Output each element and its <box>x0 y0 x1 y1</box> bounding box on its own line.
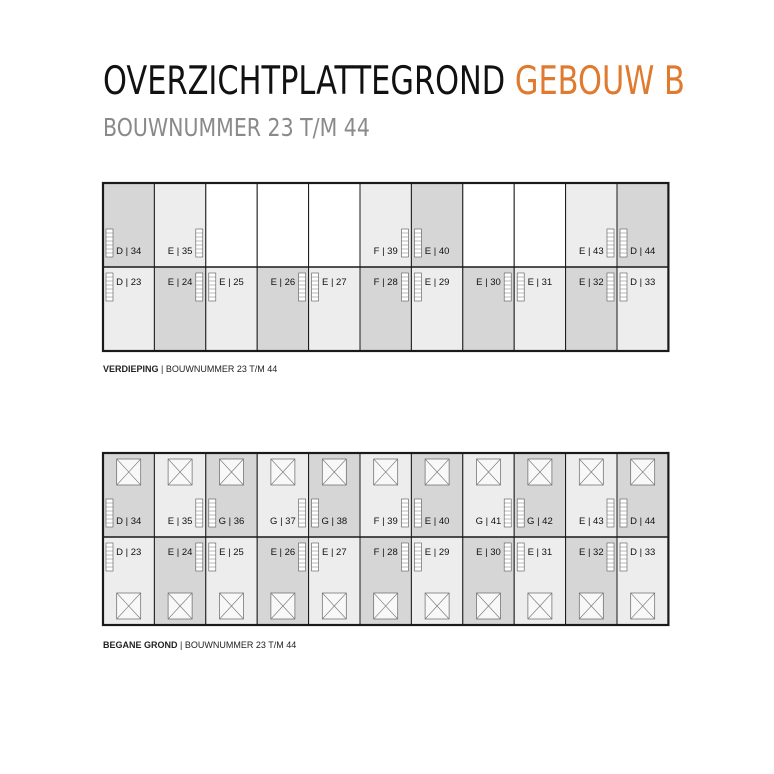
unit-label: D | 33 <box>630 547 656 558</box>
stair-icon <box>312 499 319 527</box>
unit-label: E | 30 <box>476 277 501 288</box>
storage-box-icon <box>374 593 398 619</box>
storage-box-icon <box>477 459 501 485</box>
unit-top-6[interactable] <box>411 453 462 537</box>
stair-icon <box>620 229 627 257</box>
caption-upper <box>103 364 277 374</box>
page-subtitle: BOUWNUMMER 23 T/M 44 <box>103 113 370 142</box>
unit-label: E | 26 <box>270 277 296 288</box>
stair-icon <box>312 543 319 571</box>
unit-label: E | 30 <box>476 547 501 558</box>
storage-box-icon <box>271 459 295 485</box>
unit-top-6[interactable] <box>411 183 462 267</box>
unit-label: E | 25 <box>219 277 244 288</box>
storage-box-icon <box>425 593 449 619</box>
stair-icon <box>196 229 203 257</box>
storage-box-icon <box>220 459 244 485</box>
unit-bottom-9[interactable] <box>566 537 617 625</box>
unit-fill <box>206 183 257 267</box>
unit-label: E | 29 <box>424 277 450 288</box>
caption-upper-rest: | BOUWNUMMER 23 T/M 44 <box>158 364 278 374</box>
stair-icon <box>607 543 614 571</box>
stair-icon <box>209 499 216 527</box>
storage-box-icon <box>477 593 501 619</box>
stair-icon <box>312 273 319 301</box>
unit-label: E | 35 <box>167 516 193 527</box>
unit-bottom-8[interactable] <box>514 537 565 625</box>
stair-icon <box>196 543 203 571</box>
unit-label: E | 40 <box>424 516 450 527</box>
stair-icon <box>517 499 524 527</box>
unit-bottom-2[interactable] <box>206 267 257 351</box>
unit-label: E | 31 <box>527 547 553 558</box>
stair-icon <box>106 273 113 301</box>
unit-label: G | 42 <box>527 516 553 527</box>
stair-icon <box>517 273 524 301</box>
stair-icon <box>106 543 113 571</box>
unit-label: E | 40 <box>424 246 450 257</box>
storage-box-icon <box>168 593 192 619</box>
unit-label: E | 29 <box>424 547 450 558</box>
stair-icon <box>607 499 614 527</box>
unit-label: E | 31 <box>527 277 553 288</box>
unit-label: D | 34 <box>116 516 142 527</box>
unit-bottom-0[interactable] <box>103 537 154 625</box>
page-title <box>103 59 685 104</box>
stair-icon <box>401 273 408 301</box>
unit-label: G | 37 <box>270 516 296 527</box>
title-accent: GEBOUW B <box>514 59 685 104</box>
unit-label: D | 33 <box>630 277 656 288</box>
unit-label: G | 38 <box>321 516 348 527</box>
storage-box-icon <box>322 459 346 485</box>
unit-fill <box>257 183 308 267</box>
stair-icon <box>620 543 627 571</box>
unit-bottom-4[interactable] <box>309 267 360 351</box>
stair-icon <box>209 543 216 571</box>
unit-label: E | 27 <box>321 547 347 558</box>
unit-bottom-5[interactable] <box>360 267 411 351</box>
unit-bottom-10[interactable] <box>617 537 668 625</box>
unit-bottom-8[interactable] <box>514 267 565 351</box>
unit-label: E | 24 <box>167 277 193 288</box>
unit-top-0[interactable] <box>103 453 154 537</box>
unit-label: E | 24 <box>167 547 193 558</box>
storage-box-icon <box>631 459 655 485</box>
unit-bottom-3[interactable] <box>257 537 308 625</box>
unit-bottom-5[interactable] <box>360 537 411 625</box>
unit-bottom-0[interactable] <box>103 267 154 351</box>
stair-icon <box>401 229 408 257</box>
unit-bottom-7[interactable] <box>463 267 514 351</box>
storage-box-icon <box>579 459 603 485</box>
unit-bottom-1[interactable] <box>154 537 205 625</box>
stair-icon <box>106 229 113 257</box>
storage-box-icon <box>631 593 655 619</box>
unit-label: G | 41 <box>475 516 502 527</box>
unit-label: E | 32 <box>578 277 604 288</box>
unit-bottom-2[interactable] <box>206 537 257 625</box>
unit-bottom-7[interactable] <box>463 537 514 625</box>
unit-label: E | 43 <box>578 516 604 527</box>
unit-label: F | 28 <box>373 547 398 558</box>
storage-box-icon <box>528 459 552 485</box>
stair-icon <box>414 543 421 571</box>
unit-top-2[interactable] <box>206 183 257 267</box>
unit-top-5[interactable] <box>360 183 411 267</box>
floor-plan-upper <box>100 181 670 353</box>
stair-icon <box>414 273 421 301</box>
unit-label: F | 39 <box>373 516 398 527</box>
stair-icon <box>196 499 203 527</box>
unit-bottom-6[interactable] <box>411 267 462 351</box>
unit-label: E | 43 <box>578 246 604 257</box>
unit-top-4[interactable] <box>309 453 360 537</box>
unit-top-0[interactable] <box>103 183 154 267</box>
stair-icon <box>504 543 511 571</box>
unit-top-10[interactable] <box>617 183 668 267</box>
storage-box-icon <box>528 593 552 619</box>
stair-icon <box>504 499 511 527</box>
caption-upper-bold: VERDIEPING <box>103 364 159 374</box>
caption-ground-rest: | BOUWNUMMER 23 T/M 44 <box>177 640 297 650</box>
unit-top-1[interactable] <box>154 453 205 537</box>
stair-icon <box>106 499 113 527</box>
unit-top-2[interactable] <box>206 453 257 537</box>
unit-top-8[interactable] <box>514 453 565 537</box>
stair-icon <box>620 273 627 301</box>
floor-plan-ground <box>100 451 670 627</box>
unit-top-8[interactable] <box>514 183 565 267</box>
unit-top-4[interactable] <box>309 183 360 267</box>
unit-top-5[interactable] <box>360 453 411 537</box>
caption-ground <box>103 640 296 650</box>
stair-icon <box>401 499 408 527</box>
stair-icon <box>607 229 614 257</box>
unit-top-9[interactable] <box>566 183 617 267</box>
stair-icon <box>414 499 421 527</box>
title-main: OVERZICHTPLATTEGROND <box>103 59 506 104</box>
storage-box-icon <box>322 593 346 619</box>
unit-bottom-1[interactable] <box>154 267 205 351</box>
stair-icon <box>620 499 627 527</box>
unit-label: D | 34 <box>116 246 142 257</box>
unit-label: E | 32 <box>578 547 604 558</box>
unit-top-9[interactable] <box>566 453 617 537</box>
unit-bottom-3[interactable] <box>257 267 308 351</box>
stair-icon <box>401 543 408 571</box>
unit-label: E | 27 <box>321 277 347 288</box>
unit-top-10[interactable] <box>617 453 668 537</box>
stair-icon <box>299 273 306 301</box>
storage-box-icon <box>374 459 398 485</box>
unit-fill <box>463 183 514 267</box>
storage-box-icon <box>117 593 141 619</box>
unit-label: E | 35 <box>167 246 193 257</box>
stair-icon <box>299 543 306 571</box>
unit-top-7[interactable] <box>463 453 514 537</box>
stair-icon <box>209 273 216 301</box>
caption-ground-bold: BEGANE GROND <box>103 640 178 650</box>
unit-label: D | 44 <box>630 246 656 257</box>
unit-fill <box>514 183 565 267</box>
storage-box-icon <box>425 459 449 485</box>
unit-top-7[interactable] <box>463 183 514 267</box>
unit-top-1[interactable] <box>154 183 205 267</box>
unit-bottom-9[interactable] <box>566 267 617 351</box>
storage-box-icon <box>168 459 192 485</box>
floor-plan-upper-drawing <box>100 181 670 353</box>
unit-label: E | 25 <box>219 547 244 558</box>
storage-box-icon <box>117 459 141 485</box>
stair-icon <box>196 273 203 301</box>
storage-box-icon <box>220 593 244 619</box>
storage-box-icon <box>271 593 295 619</box>
stair-icon <box>504 273 511 301</box>
unit-bottom-4[interactable] <box>309 537 360 625</box>
unit-top-3[interactable] <box>257 453 308 537</box>
unit-label: F | 28 <box>373 277 398 288</box>
stair-icon <box>299 499 306 527</box>
unit-label: E | 26 <box>270 547 296 558</box>
unit-label: G | 36 <box>218 516 245 527</box>
floor-plan-ground-drawing <box>100 451 670 627</box>
stair-icon <box>414 229 421 257</box>
unit-label: D | 23 <box>116 277 142 288</box>
unit-bottom-6[interactable] <box>411 537 462 625</box>
storage-box-icon <box>579 593 603 619</box>
stair-icon <box>607 273 614 301</box>
unit-fill <box>309 183 360 267</box>
unit-label: D | 44 <box>630 516 656 527</box>
unit-label: F | 39 <box>373 246 398 257</box>
stair-icon <box>517 543 524 571</box>
unit-top-3[interactable] <box>257 183 308 267</box>
unit-bottom-10[interactable] <box>617 267 668 351</box>
unit-label: D | 23 <box>116 547 142 558</box>
